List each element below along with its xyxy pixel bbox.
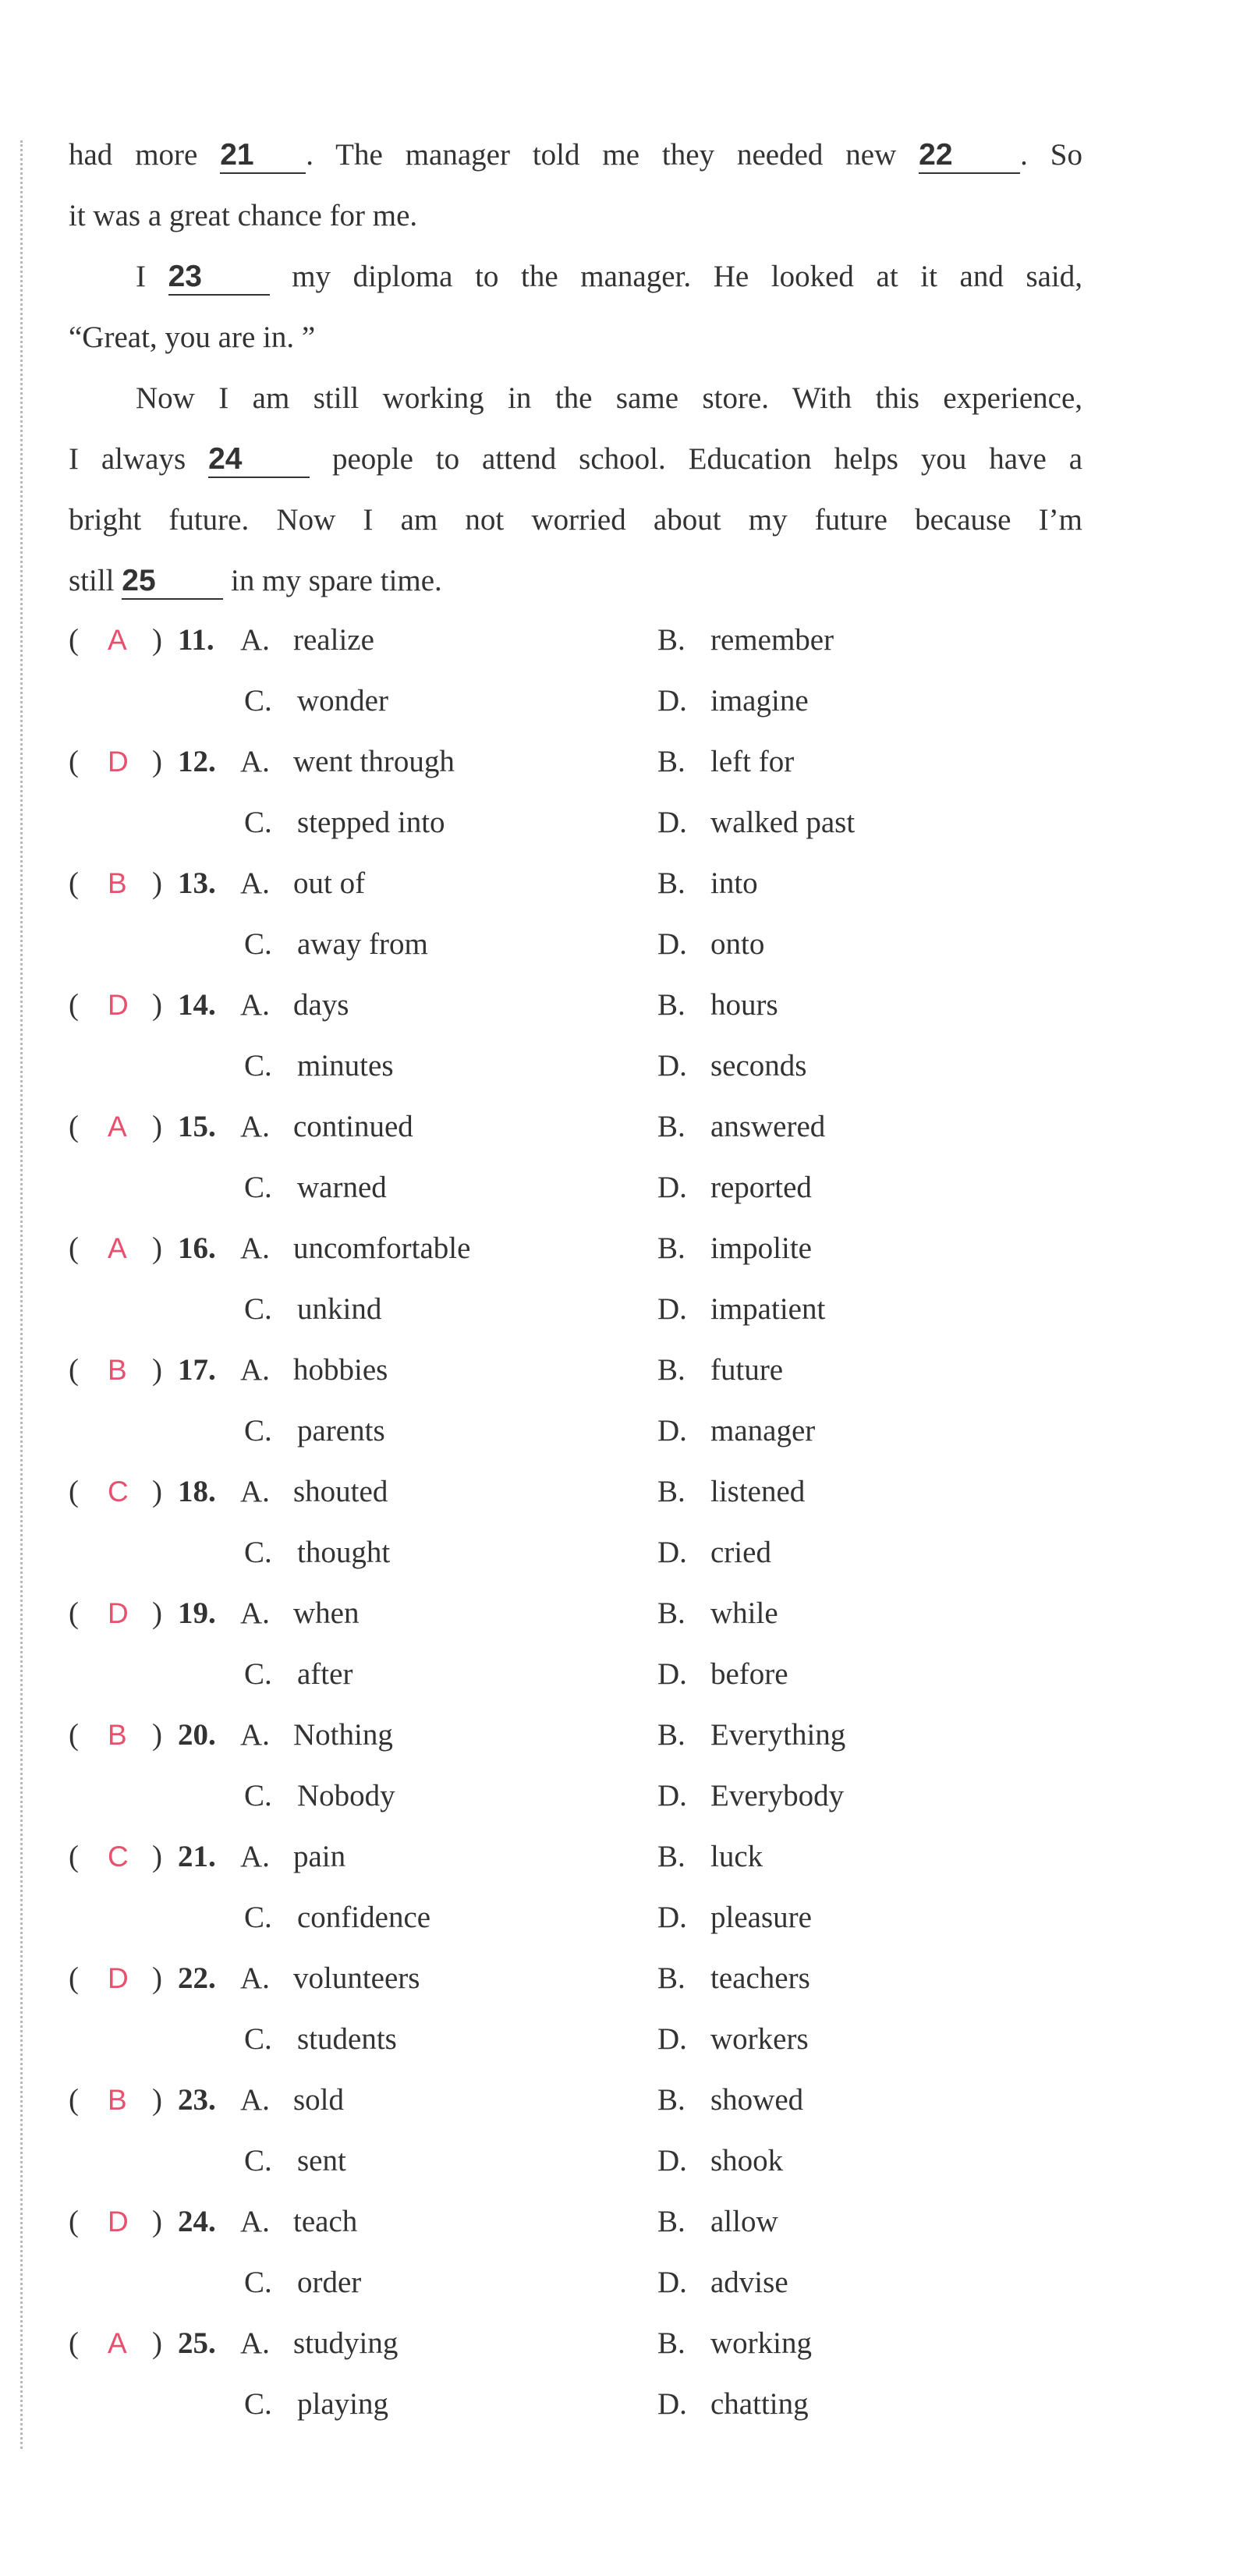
option-label: A. <box>240 1961 270 1995</box>
paren-open: ( <box>69 1475 79 1508</box>
option-label: A. <box>240 745 270 778</box>
option-text: Everything <box>710 1718 846 1752</box>
option-d <box>657 2374 809 2435</box>
option-text: answered <box>710 1110 826 1143</box>
question-25 <box>69 2313 1160 2435</box>
option-text: impolite <box>710 1231 812 1265</box>
option-text: walked past <box>710 806 856 839</box>
paren-close: ) <box>152 2326 162 2360</box>
option-label: B. <box>657 745 685 778</box>
option-a <box>240 1218 470 1279</box>
question-18 <box>69 1462 1160 1583</box>
question-number: 22. <box>178 1961 216 1995</box>
answer-mark: D <box>108 1597 129 1629</box>
option-a <box>240 1705 393 1766</box>
option-text: playing <box>297 2387 388 2421</box>
passage-text: still <box>69 564 115 597</box>
option-a <box>240 1097 413 1157</box>
passage <box>69 125 1082 611</box>
option-label: A. <box>240 1840 270 1873</box>
option-label: D. <box>657 1049 687 1082</box>
passage-line <box>69 246 1082 307</box>
paren-close: ) <box>152 1110 162 1143</box>
option-label: B. <box>657 1353 685 1387</box>
passage-text: I always <box>69 442 186 476</box>
answer-mark: D <box>108 2206 129 2238</box>
option-label: D. <box>657 1536 687 1569</box>
option-text: into <box>710 866 758 900</box>
paren-open: ( <box>69 2326 79 2360</box>
answer-mark: D <box>108 1962 129 1994</box>
paren-open: ( <box>69 1596 79 1630</box>
passage-text: had more <box>69 138 198 172</box>
question-number: 18. <box>178 1475 216 1508</box>
option-label: B. <box>657 2326 685 2360</box>
passage-text: bright future. Now I am not worried about my future because I’m <box>69 503 1082 537</box>
question-list <box>69 610 1160 2435</box>
option-label: C. <box>244 684 272 718</box>
option-text: manager <box>710 1414 816 1447</box>
option-label: B. <box>657 1110 685 1143</box>
option-label: C. <box>244 2022 272 2056</box>
option-label: C. <box>244 1171 272 1204</box>
option-d <box>657 1644 788 1705</box>
option-text: chatting <box>710 2387 809 2421</box>
option-label: C. <box>244 1779 272 1812</box>
option-b <box>657 610 834 671</box>
answer-mark: C <box>108 1841 129 1873</box>
option-label: D. <box>657 806 687 839</box>
option-text: order <box>297 2266 362 2299</box>
option-label: B. <box>657 1961 685 1995</box>
option-d <box>657 1279 825 1340</box>
option-d <box>657 792 855 853</box>
option-d <box>657 1036 806 1097</box>
option-label: A. <box>240 866 270 900</box>
question-19 <box>69 1583 1160 1705</box>
option-text: shouted <box>293 1475 388 1508</box>
answer-mark: A <box>108 2327 127 2359</box>
option-c <box>244 914 428 975</box>
answer-mark: B <box>108 1719 127 1751</box>
option-a <box>240 975 349 1036</box>
option-label: D. <box>657 2022 687 2056</box>
option-label: C. <box>244 1049 272 1082</box>
option-label: A. <box>240 2326 270 2360</box>
option-text: luck <box>710 1840 763 1873</box>
option-label: D. <box>657 2266 687 2299</box>
option-text: impatient <box>710 1292 826 1326</box>
paren-close: ) <box>152 745 162 778</box>
question-14 <box>69 975 1160 1097</box>
option-d <box>657 914 764 975</box>
option-a <box>240 2192 357 2252</box>
option-d <box>657 2009 809 2070</box>
question-22 <box>69 1948 1160 2070</box>
blank-25: 25 <box>122 564 223 600</box>
option-text: sold <box>293 2083 345 2117</box>
question-20 <box>69 1705 1160 1827</box>
question-number: 17. <box>178 1353 216 1387</box>
option-label: A. <box>240 1110 270 1143</box>
option-text: advise <box>710 2266 788 2299</box>
option-a <box>240 732 455 792</box>
option-text: volunteers <box>293 1961 420 1995</box>
paren-open: ( <box>69 745 79 778</box>
option-b <box>657 1218 812 1279</box>
option-text: when <box>293 1596 360 1630</box>
paren-open: ( <box>69 2083 79 2117</box>
option-text: onto <box>710 927 765 961</box>
option-c <box>244 1522 390 1583</box>
option-a <box>240 2070 344 2131</box>
option-text: wonder <box>297 684 388 718</box>
option-c <box>244 1401 385 1462</box>
passage-line <box>69 125 1082 186</box>
option-text: unkind <box>297 1292 382 1326</box>
option-label: D. <box>657 927 687 961</box>
option-b <box>657 1705 845 1766</box>
passage-text: . The manager told me they needed new <box>306 138 897 172</box>
option-label: C. <box>244 1657 272 1691</box>
option-b <box>657 1462 805 1522</box>
option-b <box>657 2192 778 2252</box>
passage-text: . So <box>1020 138 1082 172</box>
paren-open: ( <box>69 1718 79 1752</box>
option-label: A. <box>240 1353 270 1387</box>
question-12 <box>69 732 1160 853</box>
option-label: B. <box>657 1231 685 1265</box>
option-c <box>244 1279 381 1340</box>
paren-open: ( <box>69 1353 79 1387</box>
question-number: 12. <box>178 745 216 778</box>
option-a <box>240 1583 359 1644</box>
option-text: remember <box>710 623 834 657</box>
passage-text: it was a great chance for me. <box>69 199 418 232</box>
option-text: sent <box>297 2144 346 2177</box>
option-label: C. <box>244 1414 272 1447</box>
option-text: studying <box>293 2326 399 2360</box>
option-text: shook <box>710 2144 784 2177</box>
blank-22: 22 <box>919 138 1020 174</box>
option-label: B. <box>657 1475 685 1508</box>
option-text: pain <box>293 1840 346 1873</box>
option-label: A. <box>240 1475 270 1508</box>
question-16 <box>69 1218 1160 1340</box>
option-text: while <box>710 1596 778 1630</box>
option-text: teachers <box>710 1961 810 1995</box>
paren-open: ( <box>69 1231 79 1265</box>
option-text: future <box>710 1353 784 1387</box>
answer-mark: D <box>108 989 129 1021</box>
option-label: B. <box>657 1718 685 1752</box>
answer-mark: D <box>108 746 129 778</box>
question-21 <box>69 1827 1160 1948</box>
option-label: C. <box>244 1292 272 1326</box>
option-d <box>657 671 809 732</box>
option-label: A. <box>240 2083 270 2117</box>
option-label: A. <box>240 623 270 657</box>
option-a <box>240 1827 345 1887</box>
question-15 <box>69 1097 1160 1218</box>
option-label: D. <box>657 2144 687 2177</box>
option-c <box>244 1036 394 1097</box>
option-d <box>657 1401 815 1462</box>
question-number: 15. <box>178 1110 216 1143</box>
question-number: 14. <box>178 988 216 1022</box>
option-text: after <box>297 1657 353 1691</box>
option-label: C. <box>244 1901 272 1934</box>
paren-close: ) <box>152 1231 162 1265</box>
option-text: days <box>293 988 349 1022</box>
paren-open: ( <box>69 1110 79 1143</box>
option-a <box>240 1462 388 1522</box>
question-number: 24. <box>178 2205 216 2238</box>
paren-open: ( <box>69 2205 79 2238</box>
option-b <box>657 1948 810 2009</box>
option-text: workers <box>710 2022 809 2056</box>
passage-line <box>69 551 1082 611</box>
option-b <box>657 853 758 914</box>
option-text: reported <box>710 1171 812 1204</box>
option-d <box>657 1522 771 1583</box>
option-label: B. <box>657 866 685 900</box>
option-text: continued <box>293 1110 413 1143</box>
option-label: A. <box>240 1596 270 1630</box>
question-number: 13. <box>178 866 216 900</box>
option-a <box>240 610 374 671</box>
question-24 <box>69 2192 1160 2313</box>
question-number: 20. <box>178 1718 216 1752</box>
passage-text: “Great, you are in. ” <box>69 321 316 354</box>
option-a <box>240 1948 420 2009</box>
passage-line <box>69 490 1082 551</box>
paren-open: ( <box>69 1961 79 1995</box>
option-c <box>244 2252 361 2313</box>
option-c <box>244 2374 388 2435</box>
option-d <box>657 1157 812 1218</box>
option-text: imagine <box>710 684 809 718</box>
option-label: C. <box>244 927 272 961</box>
option-text: teach <box>293 2205 358 2238</box>
option-text: left for <box>710 745 795 778</box>
option-label: D. <box>657 1414 687 1447</box>
margin-dotted-rule <box>20 140 23 2449</box>
question-number: 25. <box>178 2326 216 2360</box>
option-a <box>240 853 365 914</box>
paren-close: ) <box>152 1475 162 1508</box>
passage-line <box>69 186 1082 246</box>
paren-close: ) <box>152 2083 162 2117</box>
question-number: 11. <box>178 623 214 657</box>
option-c <box>244 1887 430 1948</box>
option-label: A. <box>240 2205 270 2238</box>
option-label: A. <box>240 1718 270 1752</box>
paren-close: ) <box>152 623 162 657</box>
option-label: D. <box>657 1292 687 1326</box>
question-number: 21. <box>178 1840 216 1873</box>
option-d <box>657 1887 812 1948</box>
option-label: A. <box>240 988 270 1022</box>
option-text: before <box>710 1657 788 1691</box>
option-c <box>244 2131 346 2192</box>
option-label: D. <box>657 684 687 718</box>
paren-close: ) <box>152 1596 162 1630</box>
blank-23: 23 <box>168 260 270 296</box>
option-label: D. <box>657 1779 687 1812</box>
option-text: students <box>297 2022 397 2056</box>
option-c <box>244 1157 387 1218</box>
paren-open: ( <box>69 866 79 900</box>
option-b <box>657 1097 825 1157</box>
question-23 <box>69 2070 1160 2192</box>
option-text: allow <box>710 2205 778 2238</box>
option-label: B. <box>657 2083 685 2117</box>
option-c <box>244 2009 397 2070</box>
option-text: minutes <box>297 1049 394 1082</box>
answer-mark: A <box>108 1111 127 1143</box>
option-text: Nothing <box>293 1718 393 1752</box>
option-text: working <box>710 2326 812 2360</box>
option-text: seconds <box>710 1049 807 1082</box>
paren-close: ) <box>152 2205 162 2238</box>
answer-mark: C <box>108 1476 129 1508</box>
answer-mark: B <box>108 1354 127 1386</box>
option-label: B. <box>657 1596 685 1630</box>
option-label: B. <box>657 1840 685 1873</box>
option-text: pleasure <box>710 1901 812 1934</box>
question-17 <box>69 1340 1160 1462</box>
option-label: C. <box>244 1536 272 1569</box>
option-c <box>244 1644 352 1705</box>
question-number: 23. <box>178 2083 216 2117</box>
option-a <box>240 1340 388 1401</box>
blank-21: 21 <box>220 138 306 174</box>
passage-text: in my spare time. <box>231 564 442 597</box>
option-text: went through <box>293 745 455 778</box>
option-b <box>657 1583 778 1644</box>
option-label: B. <box>657 2205 685 2238</box>
option-label: C. <box>244 2144 272 2177</box>
paren-close: ) <box>152 988 162 1022</box>
passage-line <box>69 307 1082 368</box>
question-number: 16. <box>178 1231 216 1265</box>
option-text: cried <box>710 1536 771 1569</box>
option-text: thought <box>297 1536 391 1569</box>
option-text: Everybody <box>710 1779 845 1812</box>
passage-text: people to attend school. Education helps you have a <box>331 442 1083 476</box>
paren-close: ) <box>152 1961 162 1995</box>
paren-close: ) <box>152 866 162 900</box>
answer-mark: A <box>108 1232 127 1264</box>
answer-mark: B <box>108 867 127 899</box>
option-b <box>657 2313 812 2374</box>
passage-line <box>69 429 1082 490</box>
option-a <box>240 2313 398 2374</box>
option-b <box>657 2070 803 2131</box>
paren-close: ) <box>152 1840 162 1873</box>
blank-24: 24 <box>208 442 310 478</box>
passage-text: Now I am still working in the same store. With this experience, <box>136 381 1082 415</box>
paren-close: ) <box>152 1718 162 1752</box>
option-text: showed <box>710 2083 804 2117</box>
option-text: hours <box>710 988 778 1022</box>
option-text: realize <box>293 623 374 657</box>
option-label: C. <box>244 2387 272 2421</box>
option-b <box>657 1827 763 1887</box>
paren-close: ) <box>152 1353 162 1387</box>
question-number: 19. <box>178 1596 216 1630</box>
option-text: parents <box>297 1414 385 1447</box>
option-text: hobbies <box>293 1353 388 1387</box>
paren-open: ( <box>69 1840 79 1873</box>
option-d <box>657 1766 844 1827</box>
option-label: D. <box>657 1901 687 1934</box>
option-d <box>657 2131 783 2192</box>
answer-mark: A <box>108 624 127 656</box>
answer-mark: B <box>108 2084 127 2116</box>
passage-line <box>69 368 1082 429</box>
option-label: D. <box>657 1657 687 1691</box>
option-text: listened <box>710 1475 806 1508</box>
option-text: confidence <box>297 1901 431 1934</box>
option-text: Nobody <box>297 1779 395 1812</box>
option-d <box>657 2252 788 2313</box>
option-text: stepped into <box>297 806 445 839</box>
passage-text: my diploma to the manager. He looked at it and said, <box>292 260 1083 293</box>
passage-text: I <box>136 260 146 293</box>
option-label: B. <box>657 988 685 1022</box>
option-b <box>657 732 794 792</box>
option-b <box>657 975 778 1036</box>
option-label: D. <box>657 1171 687 1204</box>
option-text: out of <box>293 866 366 900</box>
paren-open: ( <box>69 988 79 1022</box>
option-label: A. <box>240 1231 270 1265</box>
question-11 <box>69 610 1160 732</box>
option-text: away from <box>297 927 428 961</box>
option-c <box>244 1766 395 1827</box>
option-text: uncomfortable <box>293 1231 471 1265</box>
option-text: warned <box>297 1171 387 1204</box>
paren-open: ( <box>69 623 79 657</box>
question-13 <box>69 853 1160 975</box>
option-c <box>244 792 445 853</box>
option-label: B. <box>657 623 685 657</box>
option-label: C. <box>244 806 272 839</box>
option-c <box>244 671 388 732</box>
option-label: C. <box>244 2266 272 2299</box>
option-label: D. <box>657 2387 687 2421</box>
option-b <box>657 1340 783 1401</box>
